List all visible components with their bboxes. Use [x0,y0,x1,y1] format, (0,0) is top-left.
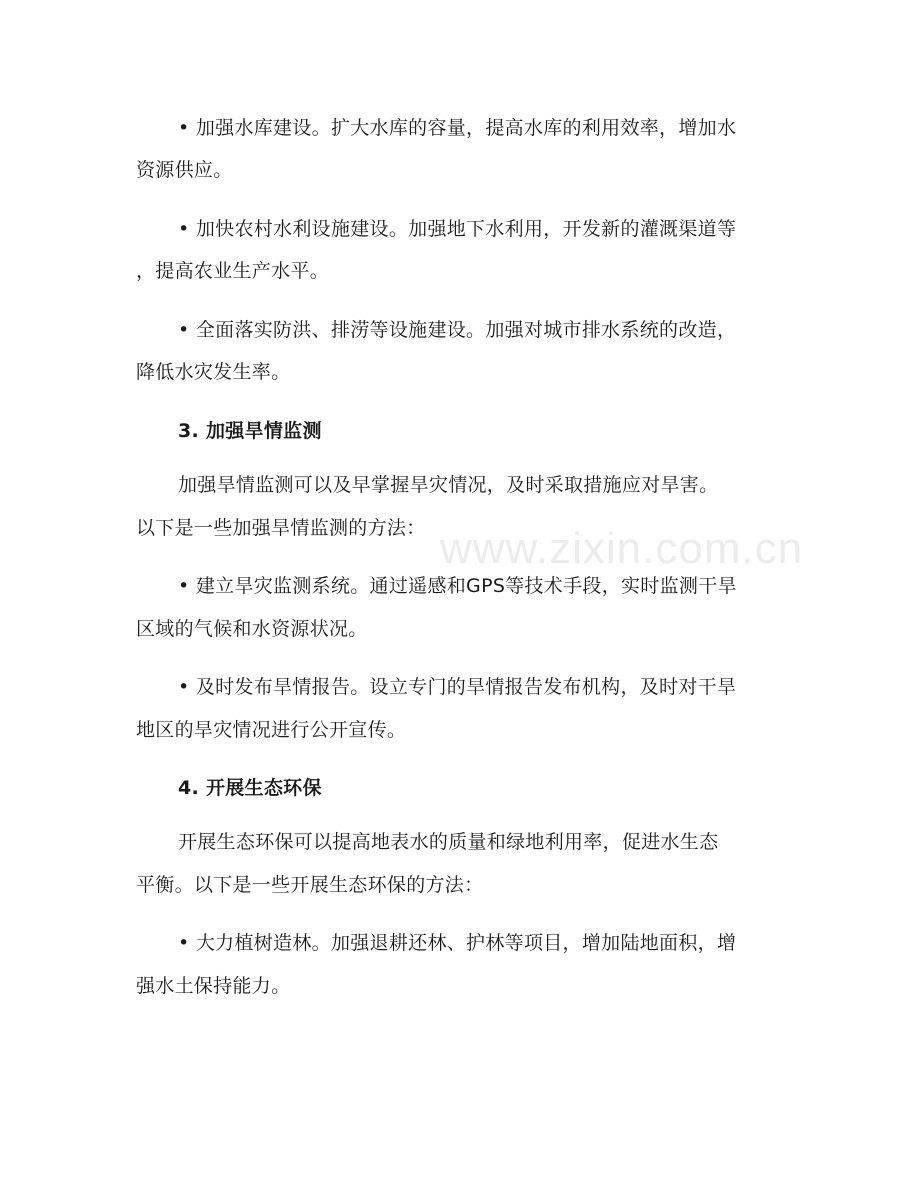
bullet-monitoring-line-2: 区域的气候和水资源状况。 [136,618,368,640]
bullet-irrigation-line-2: ，提高农业生产水平。 [136,260,330,282]
bullet-irrigation-line-1: • 加快农村水利设施建设。加强地下水利用，开发新的灌溉渠道等 [178,218,737,240]
bullet-report-line-2: 地区的旱灾情况进行公开宣传。 [136,719,407,741]
section-heading-3: 3. 加强旱情监测 [178,420,322,442]
bullet-flood-line-1: • 全面落实防洪、排涝等设施建设。加强对城市排水系统的改造， [178,319,737,341]
paragraph-ecology-line-2: 平衡。以下是一些开展生态环保的方法： [136,874,484,896]
bullet-monitoring-line-1: • 建立旱灾监测系统。通过遥感和GPS等技术手段，实时监测干旱 [178,575,737,597]
bullet-reservoir-line-1: • 加强水库建设。扩大水库的容量，提高水库的利用效率，增加水 [178,117,737,139]
watermark: www.zixin.com.cn [440,524,804,573]
section-heading-4: 4. 开展生态环保 [178,777,322,799]
bullet-flood-line-2: 降低水灾发生率。 [136,361,291,383]
bullet-afforestation-line-2: 强水土保持能力。 [136,975,291,997]
bullet-reservoir-line-2: 资源供应。 [136,159,233,181]
paragraph-drought-line-1: 加强旱情监测可以及早掌握旱灾情况，及时采取措施应对旱害。 [178,474,719,496]
paragraph-drought-line-2: 以下是一些加强旱情监测的方法： [136,517,426,539]
bullet-report-line-1: • 及时发布旱情报告。设立专门的旱情报告发布机构，及时对干旱 [178,676,737,698]
paragraph-ecology-line-1: 开展生态环保可以提高地表水的质量和绿地利用率，促进水生态 [178,831,719,853]
bullet-afforestation-line-1: • 大力植树造林。加强退耕还林、护林等项目，增加陆地面积，增 [178,932,737,954]
